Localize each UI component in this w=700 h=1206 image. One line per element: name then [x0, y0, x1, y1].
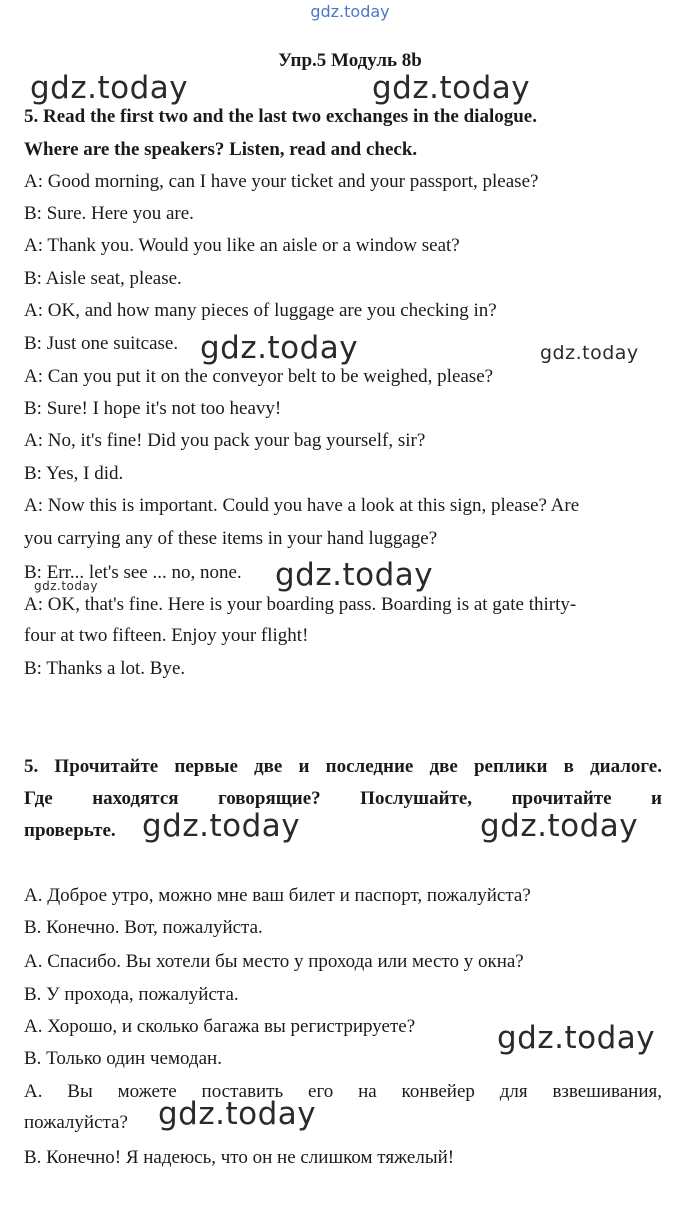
dialogue-line: B: Sure. Here you are.: [24, 203, 194, 224]
dialogue-line: four at two fifteen. Enjoy your flight!: [24, 625, 309, 646]
dialogue-line: В. У прохода, пожалуйста.: [24, 984, 239, 1005]
watermark: gdz.today: [480, 808, 639, 844]
dialogue-line: В. Конечно! Я надеюсь, что он не слишком тяжелый!: [24, 1147, 455, 1168]
dialogue-line: A: OK, that's fine. Here is your boarding pass. Boarding is at gate thirty-: [24, 594, 577, 615]
watermark: gdz.today: [142, 808, 301, 844]
dialogue-line: A: No, it's fine! Did you pack your bag yourself, sir?: [24, 430, 426, 451]
dialogue-line: B: Err... let's see ... no, none.: [24, 562, 242, 583]
watermark: gdz.today: [275, 557, 434, 593]
russian-task-line-2: Где находятся говорящие? Послушайте, прочитайте и: [24, 788, 662, 809]
dialogue-line: пожалуйста?: [24, 1112, 128, 1133]
english-task-line-1: 5. Read the first two and the last two exchanges in the dialogue.: [24, 106, 537, 127]
watermark: gdz.today: [34, 579, 98, 593]
dialogue-line: you carrying any of these items in your hand luggage?: [24, 528, 438, 549]
dialogue-line: A: Now this is important. Could you have a look at this sign, please? Are: [24, 495, 580, 516]
dialogue-line: А. Доброе утро, можно мне ваш билет и паспорт, пожалуйста?: [24, 885, 531, 906]
dialogue-line: A: Good morning, can I have your ticket and your passport, please?: [24, 171, 539, 192]
dialogue-line: B: Yes, I did.: [24, 463, 124, 484]
dialogue-line: А. Спасибо. Вы хотели бы место у прохода или место у окна?: [24, 951, 524, 972]
page-heading: Упр.5 Модуль 8b: [278, 50, 422, 71]
dialogue-line: A: OK, and how many pieces of luggage are you checking in?: [24, 300, 497, 321]
dialogue-line: A: Thank you. Would you like an aisle or a window seat?: [24, 235, 460, 256]
site-watermark-top[interactable]: gdz.today: [310, 2, 390, 21]
dialogue-line: A: Can you put it on the conveyor belt to be weighed, please?: [24, 366, 494, 387]
english-task-line-2: Where are the speakers? Listen, read and check.: [24, 139, 418, 160]
dialogue-line: В. Только один чемодан.: [24, 1048, 222, 1069]
dialogue-line: B: Aisle seat, please.: [24, 268, 182, 289]
russian-task-line-1: 5. Прочитайте первые две и последние две реплики в диалоге.: [24, 756, 662, 777]
dialogue-line: В. Конечно. Вот, пожалуйста.: [24, 917, 263, 938]
watermark: gdz.today: [200, 330, 359, 366]
russian-task-line-3: проверьте.: [24, 820, 116, 841]
dialogue-line: А. Вы можете поставить его на конвейер для взвешивания,: [24, 1081, 662, 1102]
watermark: gdz.today: [497, 1020, 656, 1056]
watermark: gdz.today: [372, 70, 531, 106]
watermark: gdz.today: [30, 70, 189, 106]
dialogue-line: B: Thanks a lot. Bye.: [24, 658, 186, 679]
dialogue-line: А. Хорошо, и сколько багажа вы регистрируете?: [24, 1016, 416, 1037]
watermark: gdz.today: [158, 1096, 317, 1132]
dialogue-line: B: Sure! I hope it's not too heavy!: [24, 398, 282, 419]
dialogue-line: B: Just one suitcase.: [24, 333, 179, 354]
watermark: gdz.today: [540, 342, 639, 364]
